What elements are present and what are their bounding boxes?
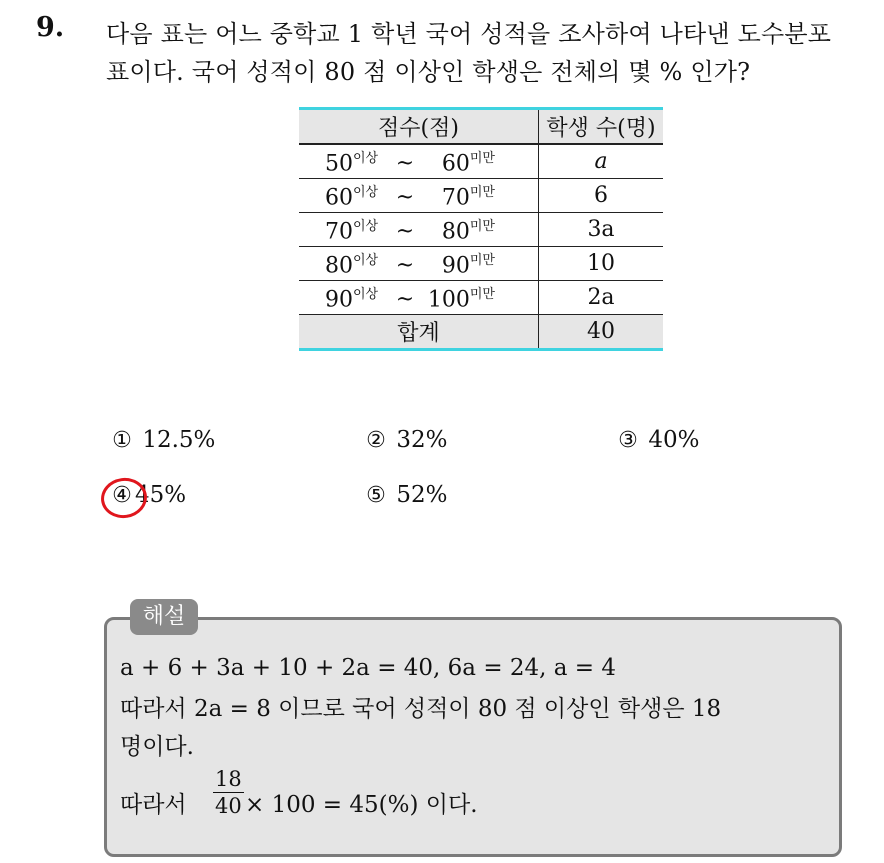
solution-line-4-suffix: × 100 = 45(%) 이다. [245, 792, 478, 818]
score-range: $50^{이상}$ ~ $60^{미만}$ [299, 144, 539, 179]
table-total-row [299, 315, 663, 350]
student-count: a [539, 144, 664, 179]
question-text-line2: 표이다. 국어 성적이 80 점 이상인 학생은 전체의 몇 % 인가? [106, 58, 751, 86]
score-range: $80^{이상}$ ~ $90^{미만}$ [299, 247, 539, 281]
table-row [299, 179, 663, 213]
student-count: 2a [539, 281, 664, 315]
table-row [299, 281, 663, 315]
choice-2[interactable]: ② 32% [366, 427, 448, 453]
student-count: 6 [539, 179, 664, 213]
score-range: $70^{이상}$ ~ $80^{미만}$ [299, 213, 539, 247]
solution-tag: 해설 [130, 599, 198, 635]
frequency-table [299, 107, 663, 351]
fraction-numerator: 18 [215, 767, 242, 791]
table-row [299, 247, 663, 281]
score-range: $60^{이상}$ ~ $70^{미만}$ [299, 179, 539, 213]
question-number: 9. [36, 12, 65, 43]
header-students: 학생 수(명) [539, 109, 664, 145]
question-text-line1: 다음 표는 어느 중학교 1 학년 국어 성적을 조사하여 나타낸 도수분포 [106, 20, 832, 48]
choice-4[interactable]: ④ 45% [112, 482, 187, 508]
fraction-denominator: 40 [215, 794, 242, 818]
student-count: 10 [539, 247, 664, 281]
score-range: $90^{이상}$ ~ $100^{미만}$ [299, 281, 539, 315]
table-row [299, 213, 663, 247]
solution-line-3: 명이다. [120, 734, 194, 760]
solution-fraction [213, 766, 244, 819]
student-count: 3a [539, 213, 664, 247]
choice-1[interactable]: ① 12.5% [112, 427, 216, 453]
solution-line-2: 따라서 2a = 8 이므로 국어 성적이 80 점 이상인 학생은 18 [120, 696, 722, 722]
solution-line-1: a + 6 + 3a + 10 + 2a = 40, 6a = 24, a = 4 [120, 655, 617, 681]
header-score: 점수(점) [299, 109, 539, 145]
solution-box [104, 617, 842, 857]
table-row [299, 144, 663, 179]
choice-3[interactable]: ③ 40% [618, 427, 700, 453]
choice-5[interactable]: ⑤ 52% [366, 482, 448, 508]
total-value: 40 [539, 315, 664, 350]
table-header-row [299, 109, 663, 145]
total-label: 합계 [299, 315, 539, 350]
solution-line-4-prefix: 따라서 [120, 792, 187, 818]
